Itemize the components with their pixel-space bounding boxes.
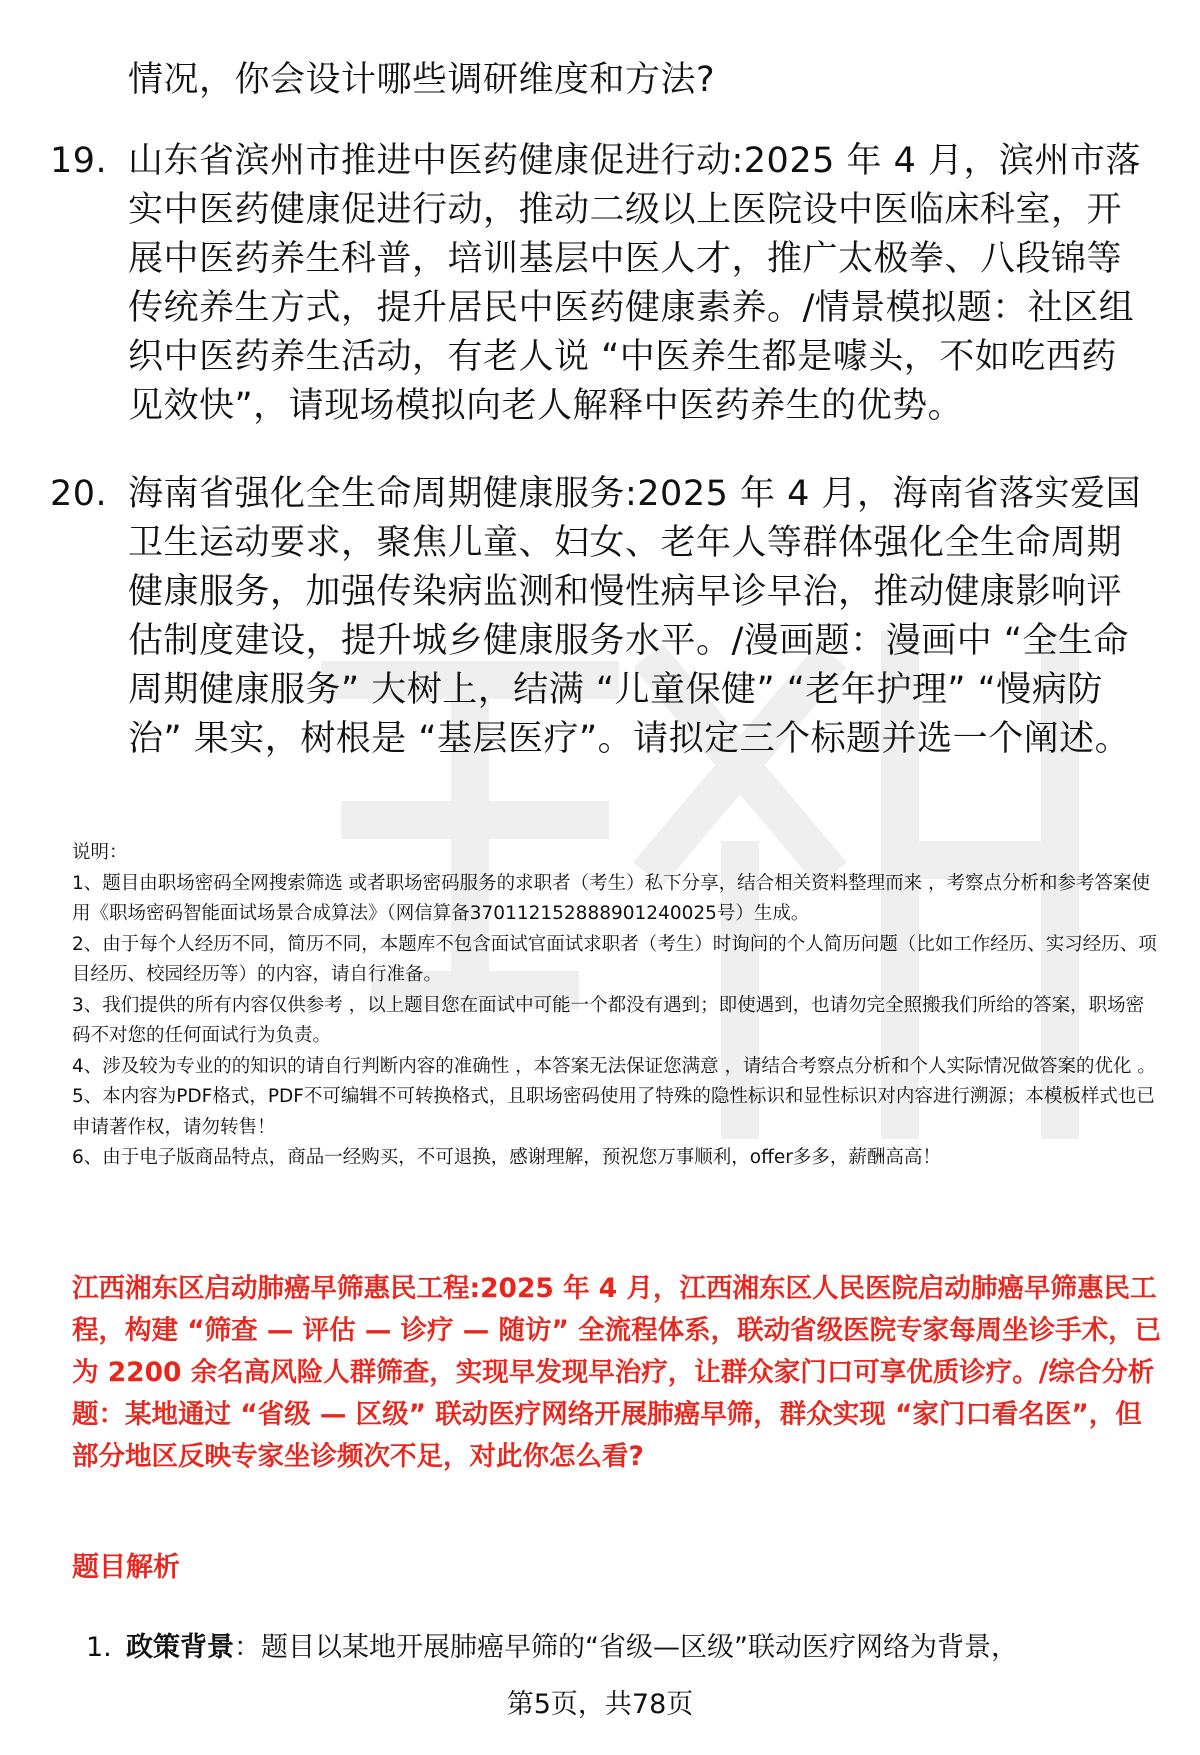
analysis-item-number: 1. <box>86 1632 112 1663</box>
disclaimer-notes <box>72 838 1162 1174</box>
analysis-heading: 题目解析 <box>72 1552 180 1583</box>
continuation-text: 情况，你会设计哪些调研维度和方法? <box>128 60 716 100</box>
notes-item: 6、由于电子版商品特点，商品一经购买，不可退换，感谢理解，预祝您万事顺利，offer多多，薪酬高高！ <box>72 1147 941 1168</box>
notes-item: 1、题目由职场密码全网搜索筛选 或者职场密码服务的求职者（考生）私下分享，结合相关资料整理而来 ，考察点分析和参考答案使用《职场密码智能面试场景合成算法》（网信算备370112152888901240025号）生成。 <box>72 872 1151 924</box>
analysis-item <box>86 1628 1166 1668</box>
notes-item: 2、由于每个人经历不同，简历不同，本题库不包含面试官面试求职者（考生）时询问的个人简历问题（比如工作经历、实习经历、项目经历、校园经历等）的内容，请自行准备。 <box>72 933 1157 985</box>
notes-title: 说明： <box>72 842 128 863</box>
question-number: 19. <box>50 141 108 181</box>
analysis-item-content <box>126 1628 1018 1668</box>
notes-item: 5、本内容为PDF格式，PDF不可编辑不可转换格式，且职场密码使用了特殊的隐性标识和显性标识对内容进行溯源；本模板样式也已申请著作权，请勿转售！ <box>72 1086 1155 1138</box>
page-number-footer: 第5页，共78页 <box>506 1689 694 1720</box>
question-number: 20. <box>50 474 108 514</box>
question-text: 山东省滨州市推进中医药健康促进行动:2025 年 4 月，滨州市落实中医药健康促进行动，推动二级以上医院设中医临床科室，开展中医药养生科普，培训基层中医人才，推广太极拳、八段锦等传统养生方式，提升居民中医药健康素养。/情景模拟题：社区组织中医药养生活动，有老人说 “中医养生都是噱头，不如吃西药见效快”，请现场模拟向老人解释中医药养生的优势。 <box>128 141 1142 426</box>
analysis-item-text: ：题目以某地开展肺癌早筛的“省级—区级”联动医疗网络为背景， <box>234 1632 1018 1663</box>
notes-item: 4、涉及较为专业的的知识的请自行判断内容的准确性 ，本答案无法保证您满意 ，请结合考察点分析和个人实际情况做答案的优化 。 <box>72 1055 1156 1077</box>
question-item-19 <box>50 137 1150 431</box>
question-text: 海南省强化全生命周期健康服务:2025 年 4 月，海南省落实爱国卫生运动要求，聚焦儿童、妇女、老年人等群体强化全生命周期健康服务，加强传染病监测和慢性病早诊早治，推动健康影响评估制度建设，提升城乡健康服务水平。/漫画题：漫画中 “全生命周期健康服务” 大树上，结满 “儿童保健” “老年护理” “慢病防治” 果实，树根是 “基层医疗”。请拟定三个标题并选一个阐述。 <box>128 474 1142 759</box>
notes-item: 3、我们提供的所有内容仅供参考 ，以上题目您在面试中可能一个都没有遇到；即使遇到，也请勿完全照搬我们所给的答案，职场密码不对您的任何面试行为负责。 <box>72 994 1145 1046</box>
highlight-question: 江西湘东区启动肺癌早筛惠民工程:2025 年 4 月，江西湘东区人民医院启动肺癌早筛惠民工程，构建 “筛查 — 评估 — 诊疗 — 随访” 全流程体系，联动省级医院专家每周坐诊手术，已为 2200 余名高风险人群筛查，实现早发现早治疗，让群众家门口可享优质诊疗。/综合分析题：某地通过 “省级 — 区级” 联动医疗网络开展肺癌早筛，群众实现 “家门口看名医”，但部分地区反映专家坐诊频次不足，对此你怎么看? <box>72 1273 1162 1472</box>
analysis-item-label: 政策背景 <box>126 1632 234 1663</box>
question-item-20 <box>50 470 1150 764</box>
